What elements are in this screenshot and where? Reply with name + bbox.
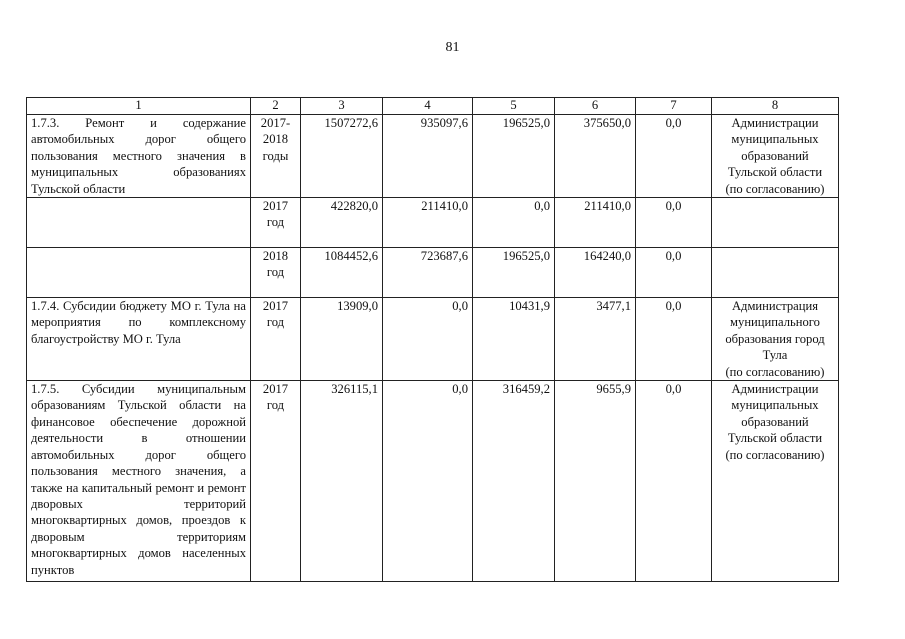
period-line: 2017- <box>260 116 291 130</box>
executor-line: образования город <box>725 331 825 346</box>
other-amount: 0,0 <box>636 381 712 582</box>
period-cell <box>251 381 301 582</box>
regional-amount: 316459,2 <box>473 381 555 582</box>
period-cell <box>251 298 301 381</box>
page-number: 81 <box>445 40 460 55</box>
executor-line: Тульской области <box>727 165 823 180</box>
table-row <box>27 115 839 198</box>
table-row <box>27 198 839 248</box>
table-row <box>27 248 839 298</box>
executor-line: Тульской области <box>727 431 823 446</box>
local-amount: 375650,0 <box>555 115 636 198</box>
measure-description <box>27 198 251 248</box>
executor-line: образований <box>741 148 809 163</box>
period-line: 2017 <box>262 199 289 214</box>
period-line: 2017 <box>262 382 289 397</box>
other-amount: 0,0 <box>636 198 712 248</box>
total-amount: 13909,0 <box>301 298 383 381</box>
federal-amount: 0,0 <box>383 381 473 582</box>
period-line: год <box>266 315 285 330</box>
period-line: год <box>266 215 285 230</box>
period-line: 2018 <box>262 132 289 147</box>
other-amount: 0,0 <box>636 298 712 381</box>
table-row <box>27 298 839 381</box>
table-row <box>27 381 839 582</box>
total-amount: 422820,0 <box>301 198 383 248</box>
executor-line: муниципальных <box>731 398 819 413</box>
measure-description <box>27 248 251 298</box>
executor-cell <box>712 115 839 198</box>
executor-line: Администрация <box>731 299 819 314</box>
regional-amount: 0,0 <box>473 198 555 248</box>
executor-line: Тула <box>762 348 788 363</box>
header-cell: 7 <box>636 98 712 115</box>
executor-line: (по согласованию) <box>725 364 825 379</box>
period-line: год <box>266 265 285 280</box>
executor-line: муниципального <box>730 315 820 330</box>
total-amount: 326115,1 <box>301 381 383 582</box>
local-amount: 9655,9 <box>555 381 636 582</box>
local-amount: 164240,0 <box>555 248 636 298</box>
header-cell: 1 <box>27 98 251 115</box>
federal-amount: 935097,6 <box>383 115 473 198</box>
federal-amount: 723687,6 <box>383 248 473 298</box>
executor-line: Администрации <box>731 116 819 130</box>
executor-line: Администрации <box>731 382 819 397</box>
total-amount: 1084452,6 <box>301 248 383 298</box>
other-amount: 0,0 <box>636 115 712 198</box>
federal-amount: 0,0 <box>383 298 473 381</box>
period-cell <box>251 248 301 298</box>
other-amount: 0,0 <box>636 248 712 298</box>
measure-description: 1.7.5. Субсидии муниципальным образованиям Тульской области на финансовое обеспечение дорожной деятельности в отношении автомобильных дорог общего пользования местного значения, а также на капитальный ремонт и ремонт дворовых территорий многоквартирных домов, проездов к дворовым территориям многоквартирных домов населенных пунктов <box>27 381 251 582</box>
measure-description: 1.7.3. Ремонт и содержание автомобильных дорог общего пользования местного значения в муниципальных образованиях Тульской области <box>27 115 251 198</box>
period-line: годы <box>262 148 289 163</box>
executor-line: образований <box>741 414 809 429</box>
header-cell: 8 <box>712 98 839 115</box>
executor-cell <box>712 298 839 381</box>
executor-cell <box>712 198 839 248</box>
executor-line: муниципальных <box>731 132 819 147</box>
period-line: 2018 <box>262 249 289 264</box>
total-amount: 1507272,6 <box>301 115 383 198</box>
period-line: 2017 <box>262 299 289 314</box>
budget-table <box>26 97 839 582</box>
header-cell: 4 <box>383 98 473 115</box>
header-cell: 6 <box>555 98 636 115</box>
local-amount: 211410,0 <box>555 198 636 248</box>
period-cell <box>251 198 301 248</box>
executor-line: (по согласованию) <box>725 447 825 462</box>
local-amount: 3477,1 <box>555 298 636 381</box>
regional-amount: 196525,0 <box>473 248 555 298</box>
measure-description: 1.7.4. Субсидии бюджету МО г. Тула на мероприятия по комплексному благоустройству МО г. Тула <box>27 298 251 381</box>
period-line: год <box>266 398 285 413</box>
executor-line: (по согласованию) <box>725 181 825 196</box>
executor-cell <box>712 248 839 298</box>
header-row <box>27 98 839 115</box>
federal-amount: 211410,0 <box>383 198 473 248</box>
header-cell: 3 <box>301 98 383 115</box>
period-cell <box>251 115 301 198</box>
executor-cell <box>712 381 839 582</box>
header-cell: 5 <box>473 98 555 115</box>
regional-amount: 10431,9 <box>473 298 555 381</box>
regional-amount: 196525,0 <box>473 115 555 198</box>
header-cell: 2 <box>251 98 301 115</box>
